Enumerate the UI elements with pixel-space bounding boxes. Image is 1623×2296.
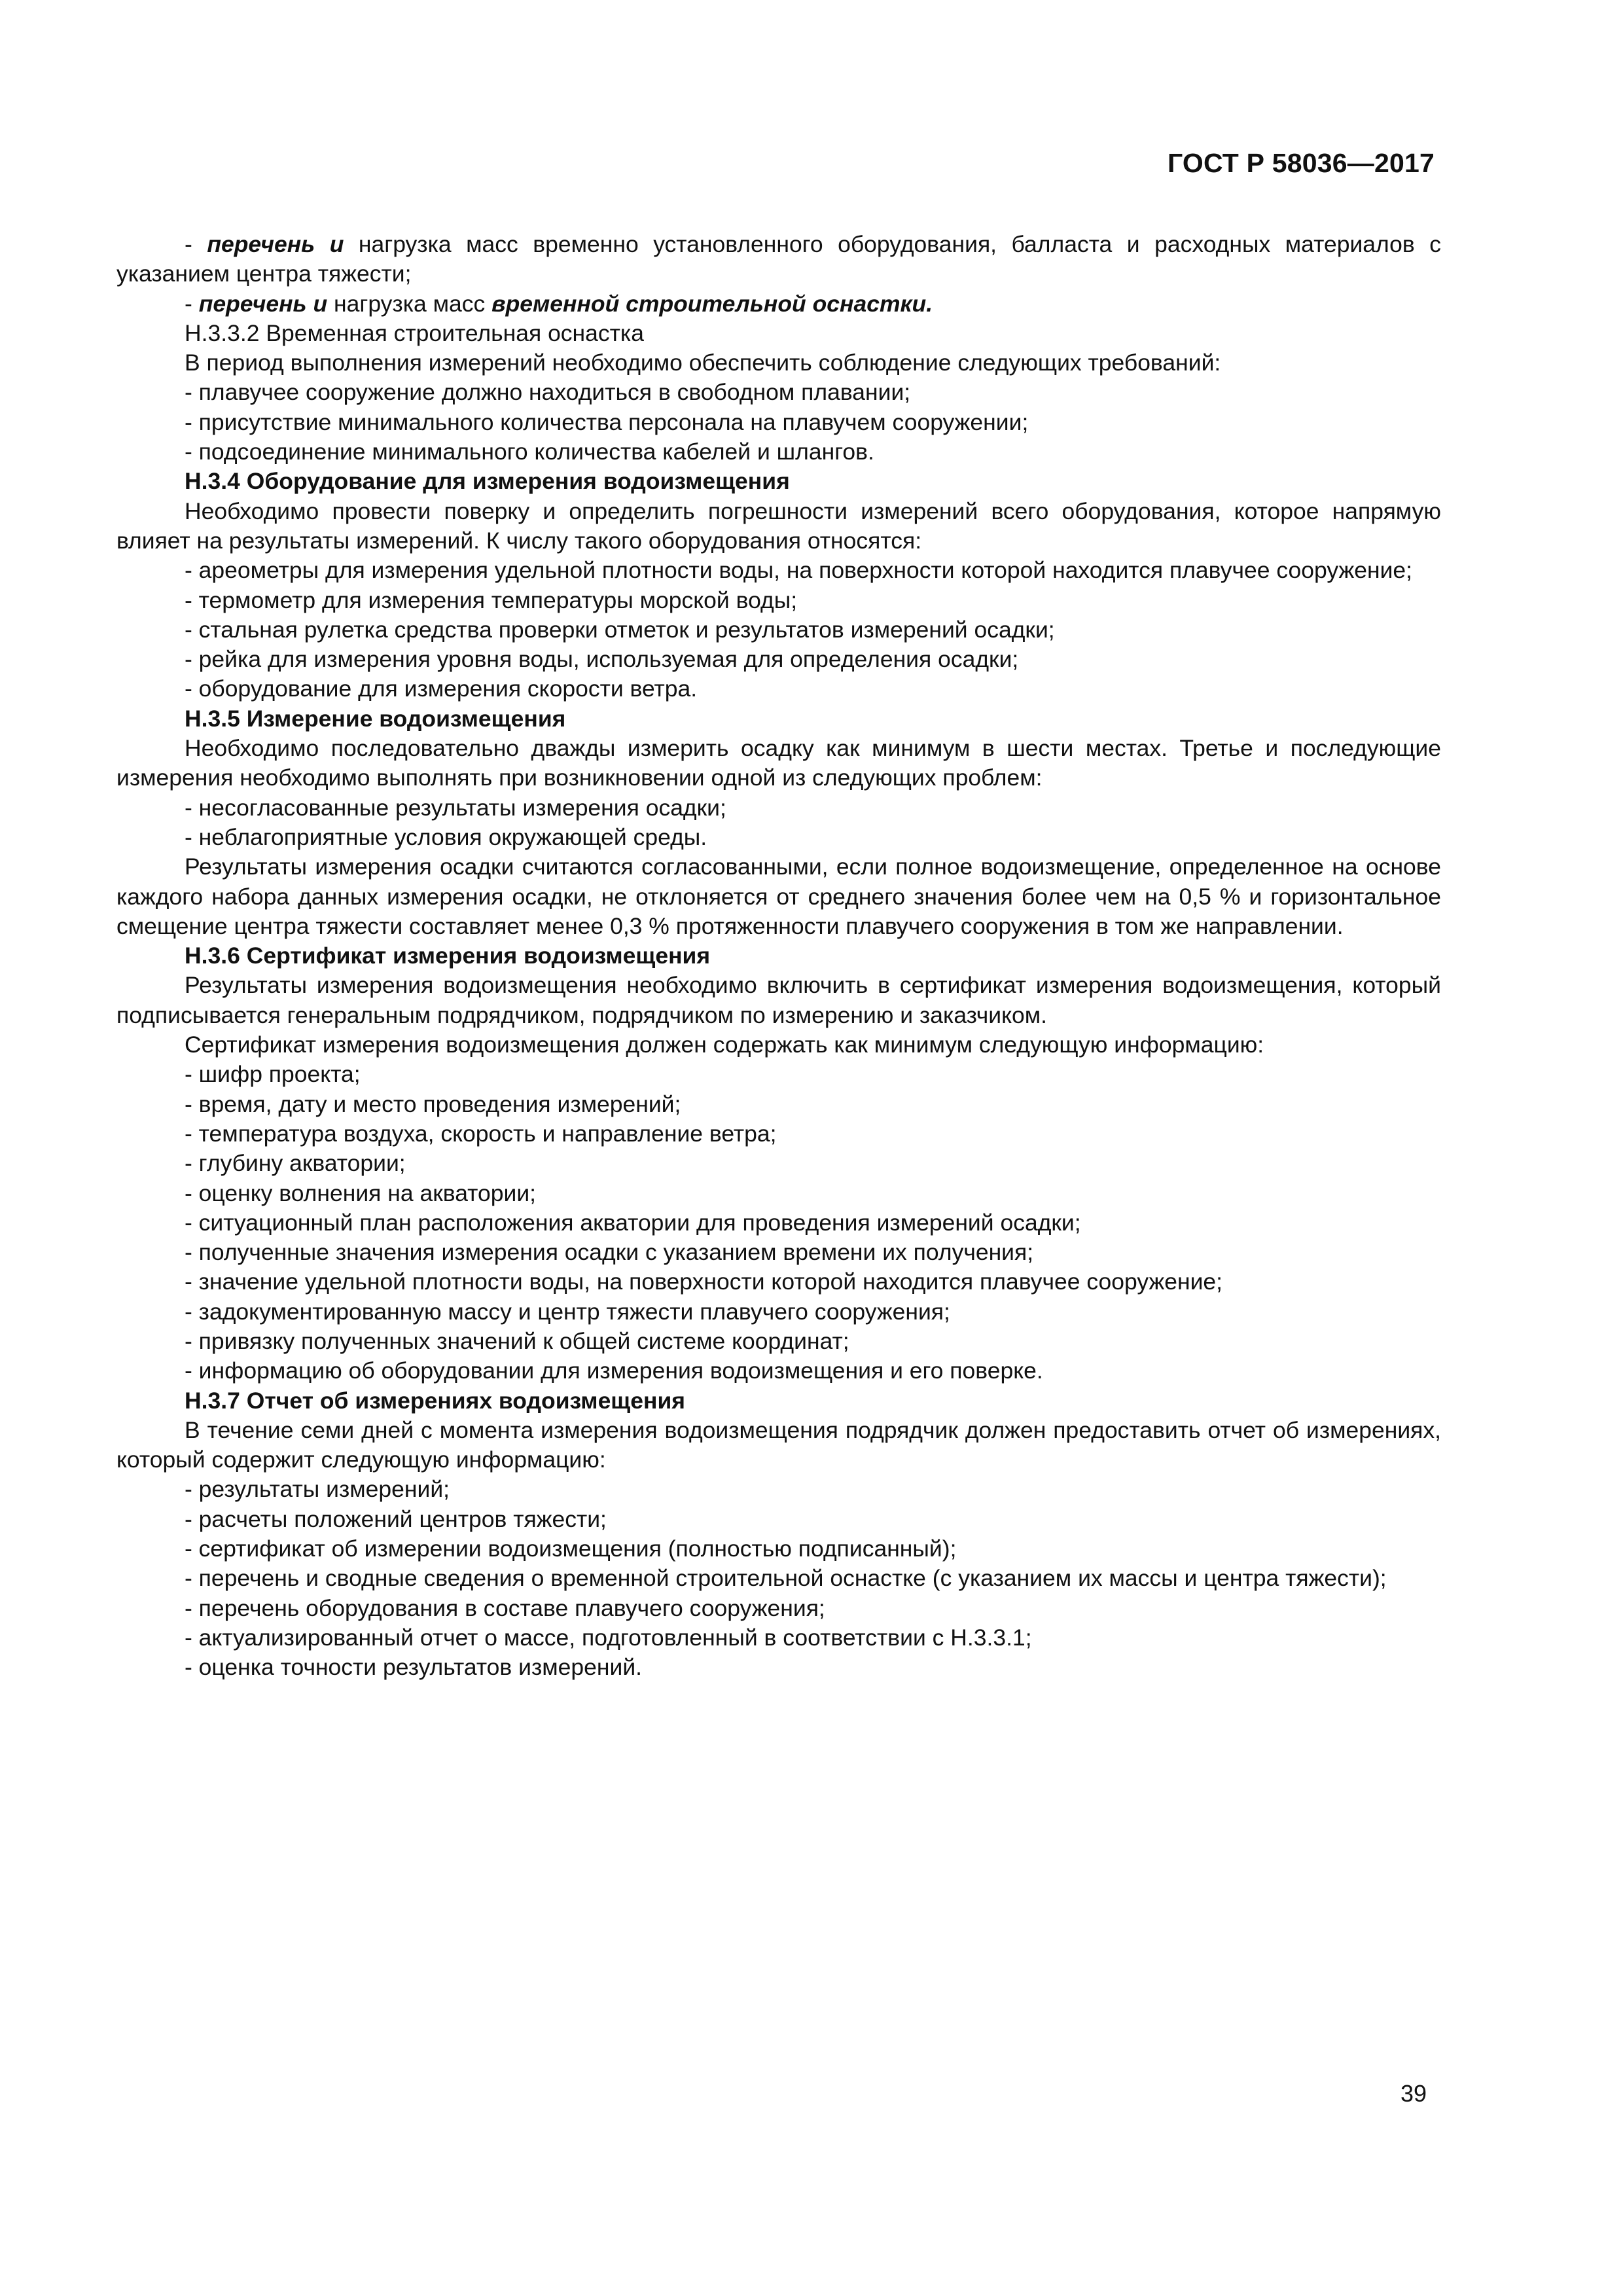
list-item: - перечень и сводные сведения о временной строительной оснастке (с указанием их массы и центра тяжести);: [185, 1565, 1387, 1592]
list-item: - присутствие минимального количества персонала на плавучем сооружении;: [185, 408, 1029, 435]
page-number: 39: [1400, 2080, 1427, 2107]
document-body: [116, 230, 1441, 1683]
list-item: - подсоединение минимального количества кабелей и шлангов.: [185, 439, 874, 465]
section-heading: Н.3.7 Отчет об измерениях водоизмещения: [185, 1387, 685, 1414]
list-item: - шифр проекта;: [185, 1061, 361, 1088]
list-item: - перечень оборудования в составе плавучего сооружения;: [185, 1594, 825, 1621]
paragraph: Сертификат измерения водоизмещения должен содержать как минимум следующую информацию:: [185, 1031, 1264, 1058]
list-item: - ситуационный план расположения акватории для проведения измерений осадки;: [185, 1209, 1081, 1236]
list-item: - перечень и нагрузка масс временной строительной оснастки.: [185, 290, 933, 317]
list-item: - оценку волнения на акватории;: [185, 1179, 537, 1206]
list-item: - температура воздуха, скорость и направление ветра;: [185, 1120, 777, 1147]
list-item: - глубину акватории;: [185, 1150, 406, 1177]
list-item: - термометр для измерения температуры морской воды;: [185, 586, 798, 613]
section-heading: Н.3.6 Сертификат измерения водоизмещения: [185, 942, 711, 969]
list-item: - оценка точности результатов измерений.: [185, 1654, 643, 1681]
list-item: - стальная рулетка средства проверки отметок и результатов измерений осадки;: [185, 616, 1055, 643]
section-heading: Н.3.4 Оборудование для измерения водоизмещения: [185, 468, 790, 495]
list-item: - полученные значения измерения осадки с указанием времени их получения;: [185, 1239, 1034, 1266]
list-item: - неблагоприятные условия окружающей среды.: [185, 823, 707, 850]
list-item: - ареометры для измерения удельной плотности воды, на поверхности которой находится плавучее сооружение;: [185, 557, 1413, 584]
list-item: - задокументированную массу и центр тяжести плавучего сооружения;: [185, 1298, 950, 1325]
list-item: - перечень и нагрузка масс временно установленного оборудования, балласта и расходных материалов с указанием центра тяжести;: [116, 231, 1441, 287]
list-item: - результаты измерений;: [185, 1476, 450, 1503]
list-item: - время, дату и место проведения измерений;: [185, 1090, 681, 1117]
paragraph: Необходимо провести поверку и определить погрешности измерений всего оборудования, которое напрямую влияет на результаты измерений. К числу такого оборудования относятся:: [116, 497, 1441, 554]
document-header: ГОСТ Р 58036—2017: [1168, 148, 1435, 178]
list-item: - сертификат об измерении водоизмещения (полностью подписанный);: [185, 1535, 957, 1562]
section-heading: Н.3.5 Измерение водоизмещения: [185, 705, 566, 732]
paragraph: Результаты измерения осадки считаются согласованными, если полное водоизмещение, определенное на основе каждого набора данных измерения осадки, не отклоняется от среднего значения более чем на 0,5 % и горизонтальное смещение центра тяжести составляет менее 0,3 % протяженности плавучего сооружения в том же направлении.: [116, 853, 1441, 939]
paragraph: Необходимо последовательно дважды измерить осадку как минимум в шести местах. Третье и последующие измерения необходимо выполнять при возникновении одной из следующих проблем:: [116, 735, 1441, 791]
list-item: - оборудование для измерения скорости ветра.: [185, 675, 698, 702]
paragraph: В период выполнения измерений необходимо обеспечить соблюдение следующих требований:: [185, 350, 1221, 376]
paragraph: Результаты измерения водоизмещения необходимо включить в сертификат измерения водоизмещения, который подписывается генеральным подрядчиком, подрядчиком по измерению и заказчиком.: [116, 972, 1441, 1028]
list-item: - рейка для измерения уровня воды, используемая для определения осадки;: [185, 646, 1019, 673]
list-item: - расчеты положений центров тяжести;: [185, 1505, 607, 1532]
list-item: - плавучее сооружение должно находиться в свободном плавании;: [185, 379, 911, 406]
list-item: - привязку полученных значений к общей системе координат;: [185, 1327, 849, 1354]
section-title: Н.3.3.2 Временная строительная оснастка: [185, 319, 644, 346]
list-item: - актуализированный отчет о массе, подготовленный в соответствии с Н.3.3.1;: [185, 1624, 1032, 1651]
paragraph: В течение семи дней с момента измерения водоизмещения подрядчик должен предоставить отчет об измерениях, который содержит следующую информацию:: [116, 1416, 1441, 1473]
list-item: - значение удельной плотности воды, на поверхности которой находится плавучее сооружение;: [185, 1268, 1223, 1295]
list-item: - несогласованные результаты измерения осадки;: [185, 794, 726, 821]
list-item: - информацию об оборудовании для измерения водоизмещения и его поверке.: [185, 1357, 1043, 1384]
